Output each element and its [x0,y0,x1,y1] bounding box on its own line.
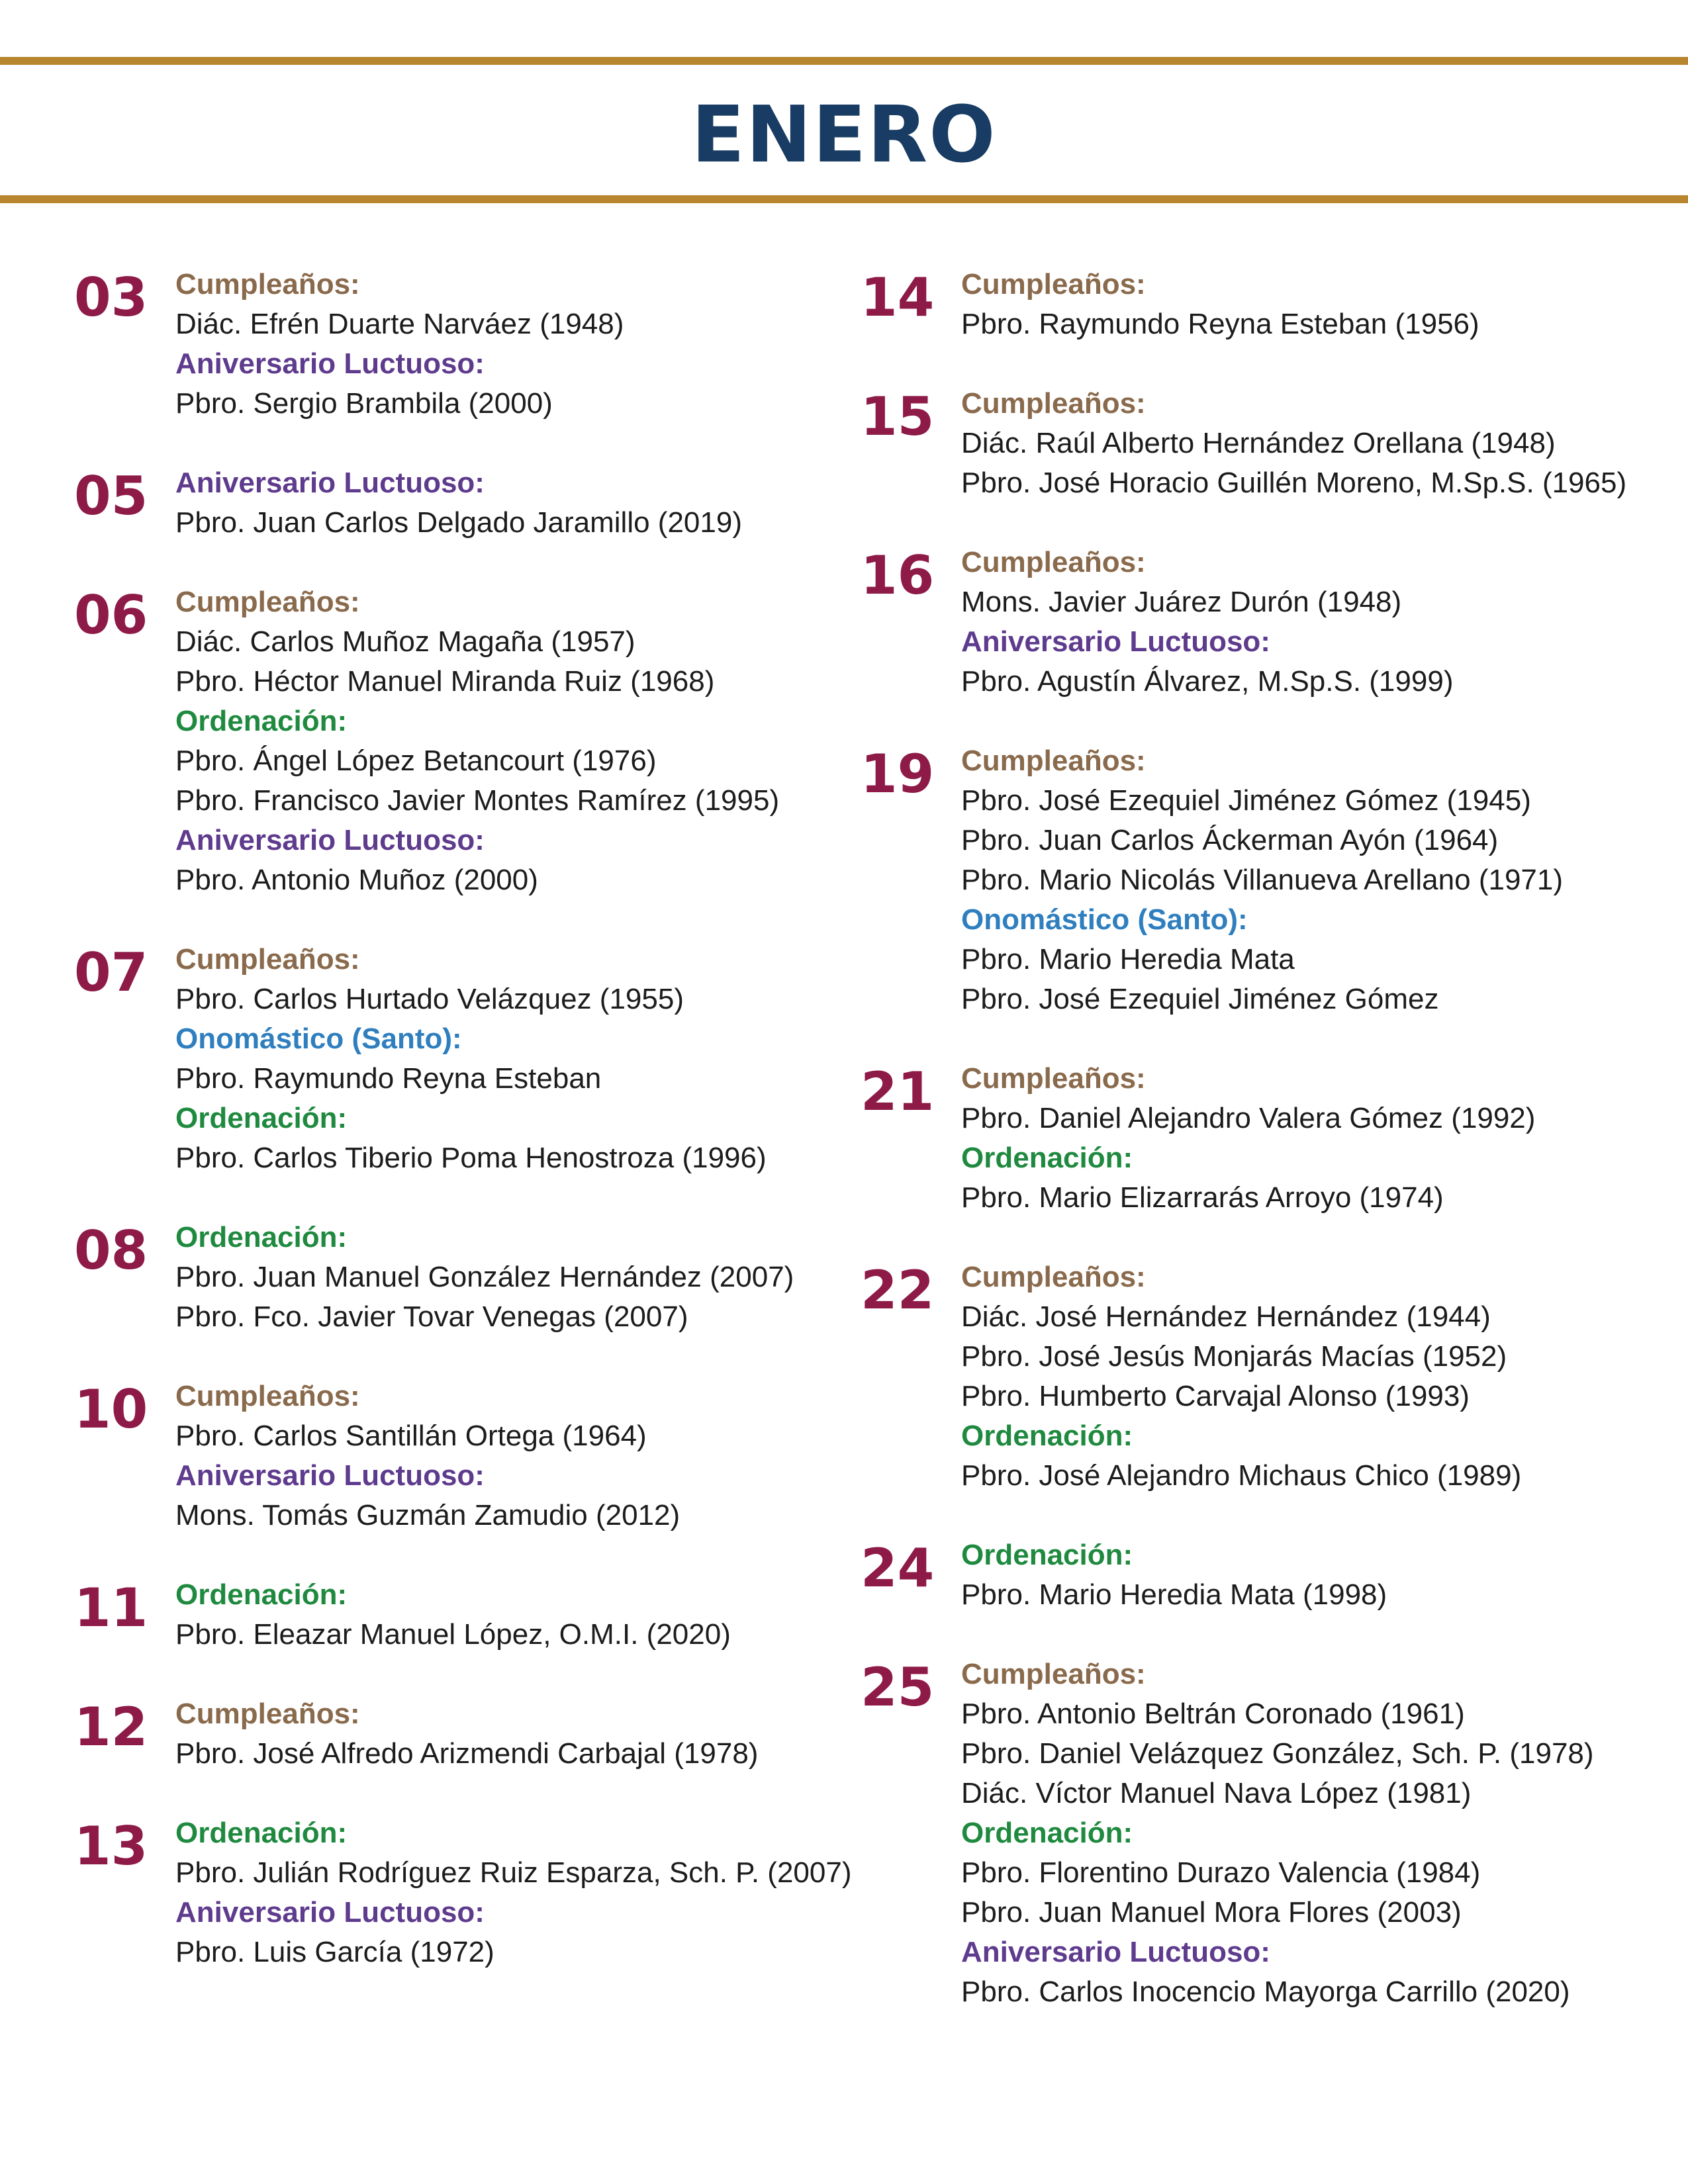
person-entry: Pbro. José Alejandro Michaus Chico (1989) [961,1459,1522,1492]
category-label-aniversario: Aniversario Luctuoso: [175,1459,485,1492]
person-entry: Pbro. Antonio Beltrán Coronado (1961) [961,1698,1465,1730]
day-entry [861,1655,1655,2012]
category-label-aniversario: Aniversario Luctuoso: [175,347,485,380]
month-title: ENERO [691,89,997,180]
person-entry: Pbro. Sergio Brambila (2000) [175,387,553,420]
person-entry: Pbro. Florentino Durazo Valencia (1984) [961,1856,1481,1889]
category-label-ordenacion: Ordenación: [175,705,348,737]
day-events [961,741,1655,1019]
person-entry: Pbro. Mario Heredia Mata (1998) [961,1578,1387,1611]
person-entry: Pbro. Juan Carlos Delgado Jaramillo (2019) [175,506,742,539]
day-number: 15 [861,386,935,447]
day-events [961,1059,1655,1218]
day-number: 13 [74,1815,148,1877]
person-entry: Pbro. Agustín Álvarez, M.Sp.S. (1999) [961,665,1454,698]
day-number: 10 [74,1379,148,1440]
day-entry [74,1377,849,1535]
category-label-ordenacion: Ordenación: [175,1221,348,1253]
category-label-cumpleanos: Cumpleaños: [961,1062,1146,1095]
category-label-cumpleanos: Cumpleaños: [961,387,1146,420]
day-events [175,1575,849,1655]
category-label-cumpleanos: Cumpleaños: [175,1380,360,1412]
person-entry: Pbro. Ángel López Betancourt (1976) [175,745,657,777]
day-events [175,582,849,900]
person-entry: Pbro. Juan Carlos Áckerman Ayón (1964) [961,824,1499,856]
person-entry: Pbro. Raymundo Reyna Esteban (1956) [961,308,1479,340]
day-events [175,1218,849,1337]
person-entry: Pbro. Francisco Javier Montes Ramírez (1995) [175,784,780,817]
category-label-aniversario: Aniversario Luctuoso: [175,1896,485,1929]
left-column [74,265,852,1972]
category-label-cumpleanos: Cumpleaños: [175,268,360,300]
day-number: 03 [74,267,148,328]
day-events [175,1694,849,1774]
person-entry: Pbro. Juan Manuel González Hernández (2007) [175,1261,794,1293]
category-label-onomastico: Onomástico (Santo): [961,903,1248,936]
category-label-ordenacion: Ordenación: [175,1102,348,1134]
person-entry: Pbro. Carlos Tiberio Poma Henostroza (1996) [175,1142,767,1174]
person-entry: Pbro. Héctor Manuel Miranda Ruiz (1968) [175,665,715,698]
day-entry [74,1575,849,1655]
category-label-aniversario: Aniversario Luctuoso: [961,625,1270,658]
day-events [961,543,1655,702]
day-entry [74,1813,852,1972]
person-entry: Pbro. Daniel Velázquez González, Sch. P. (1978) [961,1737,1594,1770]
category-label-ordenacion: Ordenación: [961,1817,1133,1849]
day-entry [861,1535,1655,1615]
person-entry: Pbro. José Horacio Guillén Moreno, M.Sp.S. (1965) [961,467,1627,499]
person-entry: Pbro. José Ezequiel Jiménez Gómez (1945) [961,784,1531,817]
category-label-cumpleanos: Cumpleaños: [961,268,1146,300]
category-label-ordenacion: Ordenación: [961,1142,1133,1174]
day-number: 11 [74,1577,148,1639]
day-number: 19 [861,743,935,805]
person-entry: Diác. Carlos Muñoz Magaña (1957) [175,625,635,658]
category-label-cumpleanos: Cumpleaños: [961,546,1146,578]
day-events [175,1377,849,1535]
day-events [961,1655,1655,2012]
day-number: 21 [861,1061,935,1122]
category-label-cumpleanos: Cumpleaños: [961,745,1146,777]
person-entry: Pbro. Carlos Santillán Ortega (1964) [175,1420,647,1452]
person-entry: Pbro. Julián Rodríguez Ruiz Esparza, Sch. P. (2007) [175,1856,852,1889]
day-entry [861,384,1655,503]
day-entry [74,582,849,900]
category-label-ordenacion: Ordenación: [175,1578,348,1611]
day-number: 24 [861,1537,935,1599]
category-label-ordenacion: Ordenación: [961,1420,1133,1452]
category-label-ordenacion: Ordenación: [175,1817,348,1849]
category-label-cumpleanos: Cumpleaños: [961,1658,1146,1690]
day-events [175,940,849,1178]
day-entry [74,265,849,424]
day-number: 12 [74,1696,148,1758]
person-entry: Diác. José Hernández Hernández (1944) [961,1300,1491,1333]
person-entry: Diác. Efrén Duarte Narváez (1948) [175,308,624,340]
person-entry: Pbro. José Ezequiel Jiménez Gómez [961,983,1439,1015]
category-label-aniversario: Aniversario Luctuoso: [961,1936,1270,1968]
person-entry: Pbro. Antonio Muñoz (2000) [175,864,538,896]
day-number: 25 [861,1657,935,1718]
day-events [961,265,1655,344]
day-events [175,265,849,424]
day-entry [74,463,849,543]
category-label-onomastico: Onomástico (Santo): [175,1023,462,1055]
category-label-aniversario: Aniversario Luctuoso: [175,824,485,856]
person-entry: Pbro. Mario Elizarrarás Arroyo (1974) [961,1181,1444,1214]
person-entry: Pbro. Eleazar Manuel López, O.M.I. (2020) [175,1618,731,1651]
day-events [175,1813,852,1972]
day-number: 22 [861,1259,935,1321]
day-entry [861,1059,1655,1218]
person-entry: Diác. Raúl Alberto Hernández Orellana (1948) [961,427,1556,459]
right-column [861,265,1655,2012]
person-entry: Mons. Javier Juárez Durón (1948) [961,586,1402,618]
day-entry [74,1218,849,1337]
person-entry: Mons. Tomás Guzmán Zamudio (2012) [175,1499,680,1531]
person-entry: Pbro. Carlos Inocencio Mayorga Carrillo (2020) [961,1976,1570,2008]
person-entry: Pbro. Mario Nicolás Villanueva Arellano (1971) [961,864,1564,896]
day-number: 14 [861,267,935,328]
day-events [961,384,1655,503]
person-entry: Pbro. Mario Heredia Mata [961,943,1295,976]
person-entry: Pbro. Fco. Javier Tovar Venegas (2007) [175,1300,688,1333]
person-entry: Diác. Víctor Manuel Nava López (1981) [961,1777,1472,1809]
day-events [961,1257,1655,1496]
day-number: 08 [74,1220,148,1281]
person-entry: Pbro. Raymundo Reyna Esteban [175,1062,602,1095]
person-entry: Pbro. Luis García (1972) [175,1936,494,1968]
day-entry [861,1257,1655,1496]
category-label-cumpleanos: Cumpleaños: [175,943,360,976]
person-entry: Pbro. José Alfredo Arizmendi Carbajal (1978) [175,1737,759,1770]
person-entry: Pbro. Juan Manuel Mora Flores (2003) [961,1896,1462,1929]
day-number: 05 [74,465,148,527]
day-number: 06 [74,584,148,646]
person-entry: Pbro. Humberto Carvajal Alonso (1993) [961,1380,1470,1412]
day-entry [74,940,849,1178]
person-entry: Pbro. Carlos Hurtado Velázquez (1955) [175,983,684,1015]
day-entry [861,741,1655,1019]
category-label-ordenacion: Ordenación: [961,1539,1133,1571]
category-label-cumpleanos: Cumpleaños: [175,1698,360,1730]
day-entry [74,1694,849,1774]
bottom-rule [0,195,1688,203]
day-number: 07 [74,942,148,1003]
top-rule [0,57,1688,65]
category-label-cumpleanos: Cumpleaños: [175,586,360,618]
day-entry [861,265,1655,344]
category-label-cumpleanos: Cumpleaños: [961,1261,1146,1293]
day-events [961,1535,1655,1615]
day-events [175,463,849,543]
day-entry [861,543,1655,702]
category-label-aniversario: Aniversario Luctuoso: [175,467,485,499]
day-number: 16 [861,545,935,606]
person-entry: Pbro. José Jesús Monjarás Macías (1952) [961,1340,1507,1373]
person-entry: Pbro. Daniel Alejandro Valera Gómez (1992) [961,1102,1536,1134]
